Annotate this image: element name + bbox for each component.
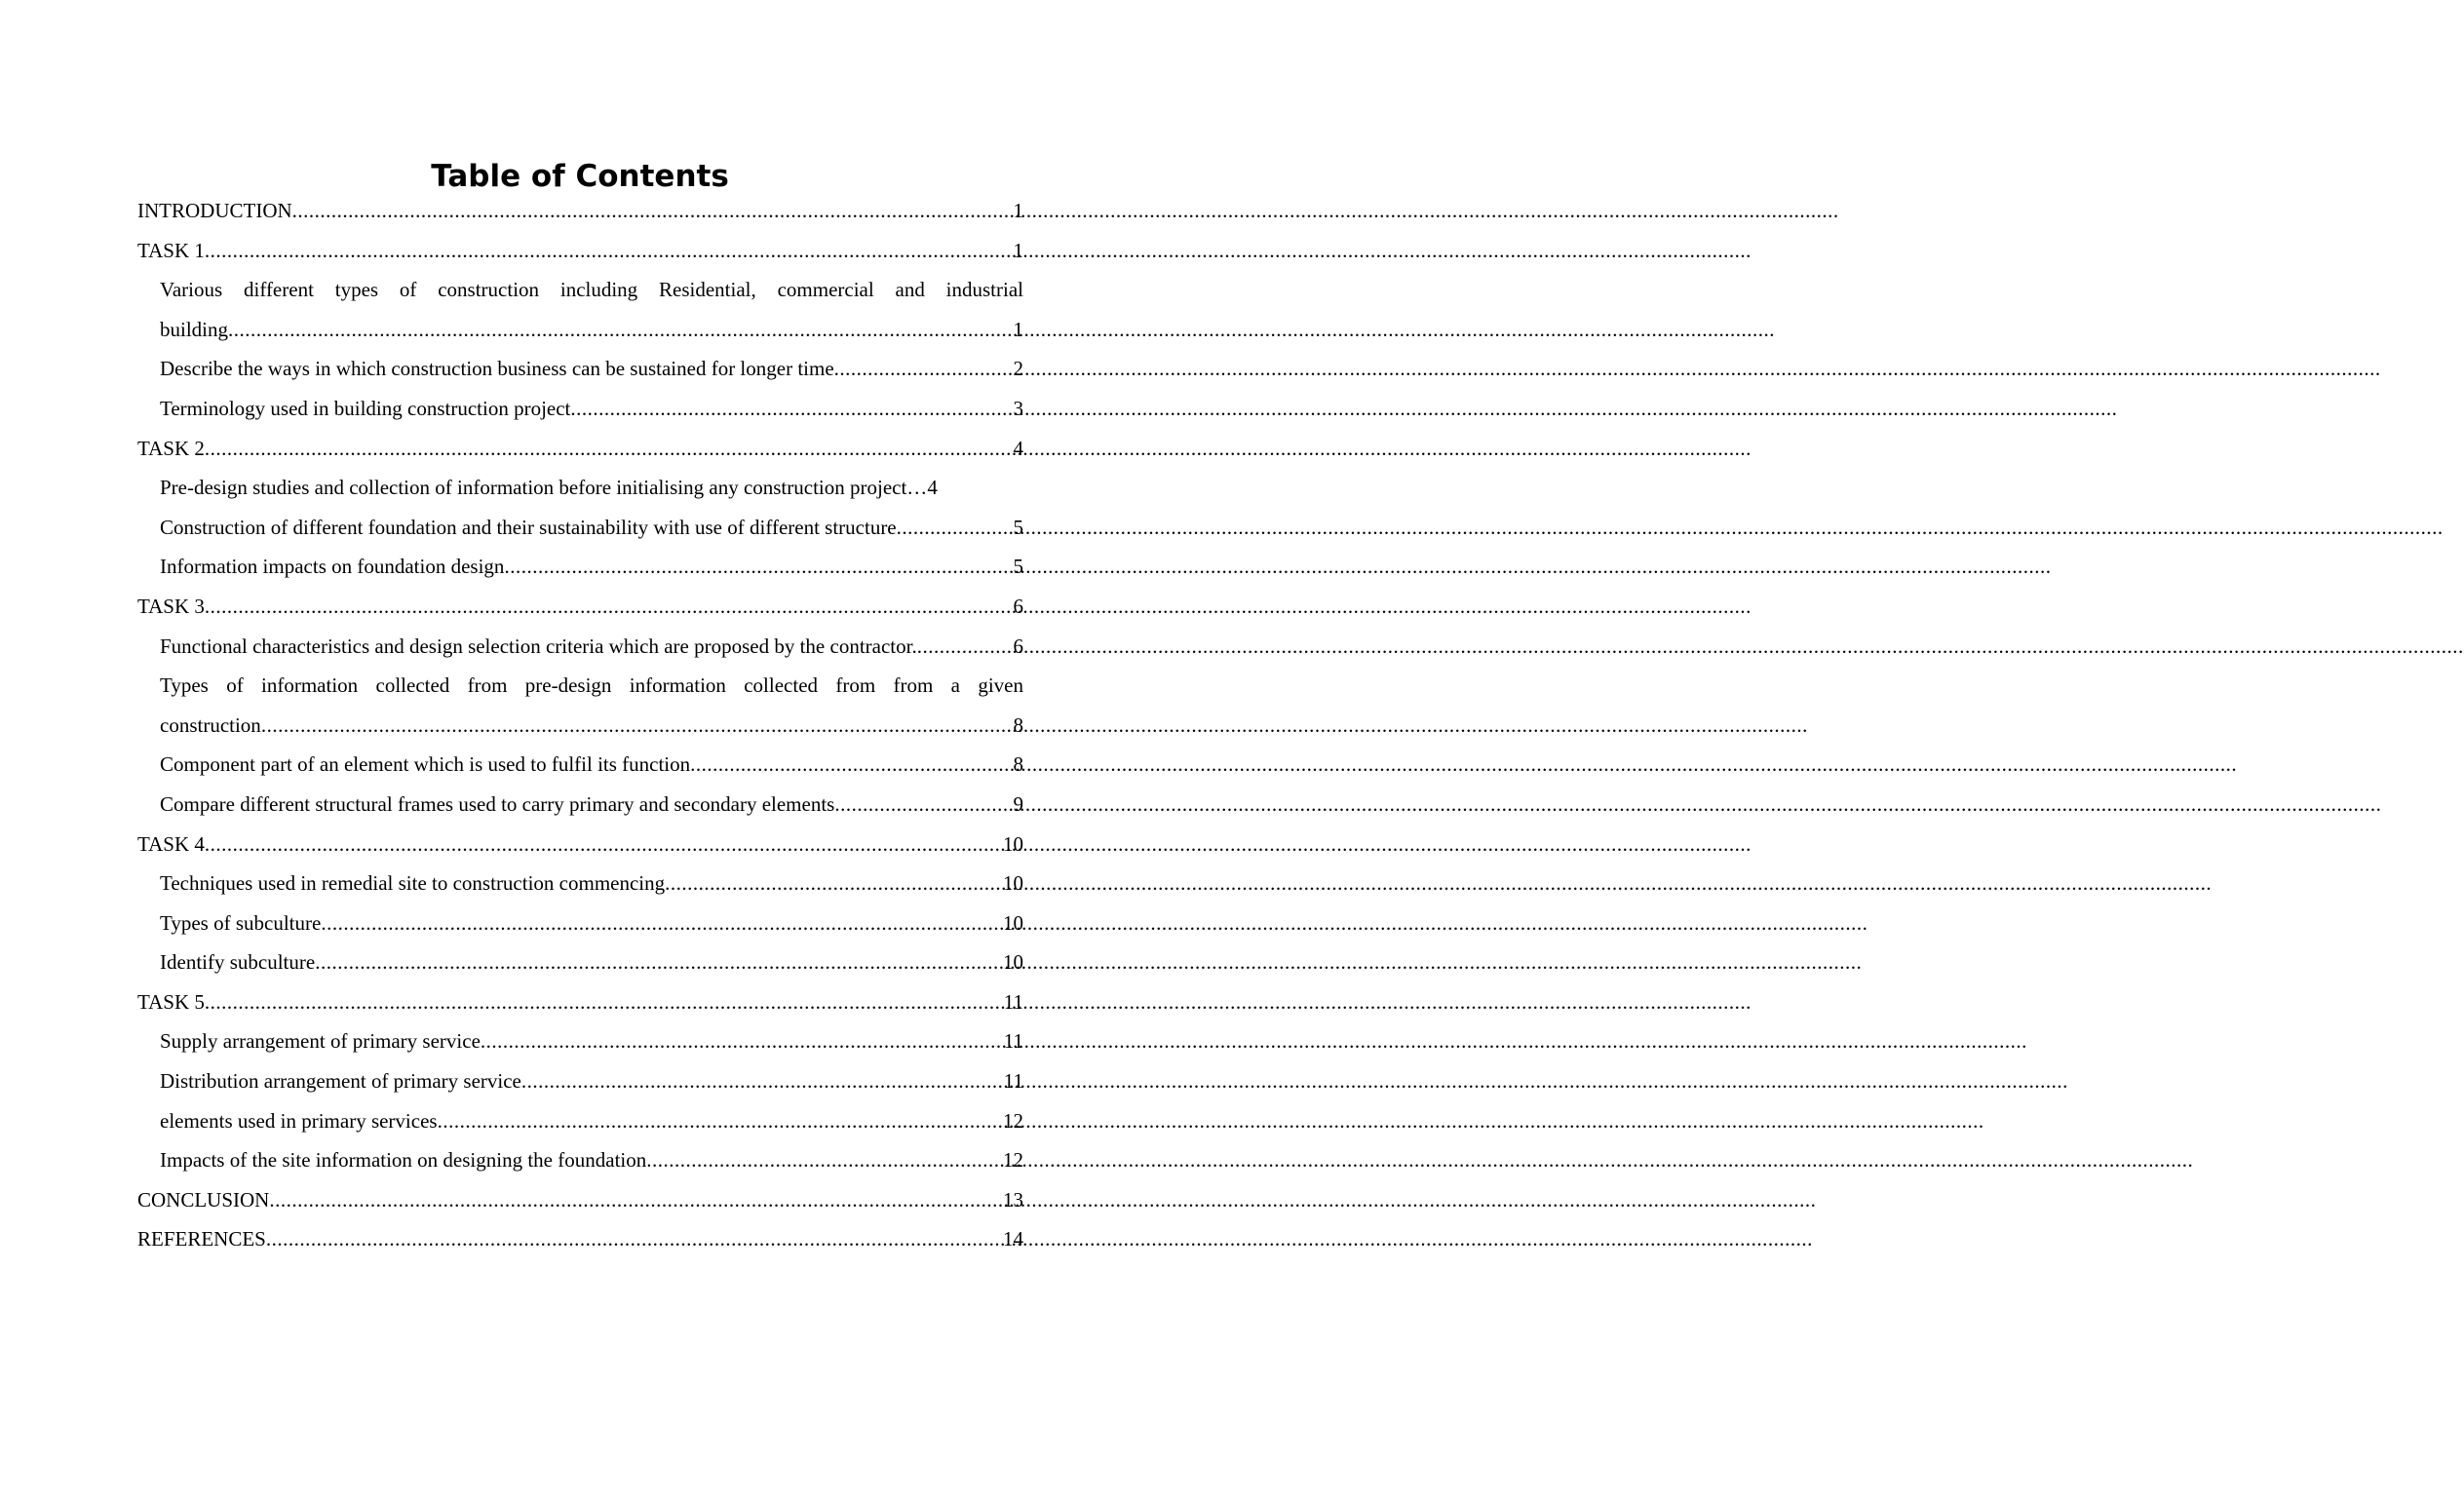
toc-entry-label: TASK 2 <box>137 436 205 460</box>
dot-leader <box>205 231 1014 271</box>
toc-entry[interactable] <box>137 1021 1023 1061</box>
page-title: Table of Contents <box>431 159 729 194</box>
toc-entry-label: Functional characteristics and design selection criteria which are proposed by the contractor. <box>160 634 917 658</box>
toc-page-number: 6 <box>1013 594 1023 618</box>
toc-entry[interactable] <box>137 825 1023 865</box>
toc-entry[interactable] <box>137 785 1023 825</box>
toc-page-number: 11 <box>1003 989 1023 1014</box>
dot-leader <box>438 1101 1003 1141</box>
toc-entry[interactable] <box>137 270 1023 349</box>
toc-entry-label: construction <box>160 712 261 737</box>
toc-entry[interactable] <box>137 468 1023 508</box>
toc-entry-label: Distribution arrangement of primary service <box>160 1069 521 1094</box>
toc-entry[interactable] <box>137 231 1023 271</box>
toc-page-number: 10 <box>1003 871 1023 896</box>
toc-entry[interactable] <box>137 429 1023 469</box>
toc-entry[interactable] <box>137 904 1023 943</box>
dot-leader <box>266 1219 1003 1259</box>
toc-entry-label: Supply arrangement of primary service <box>160 1029 481 1054</box>
toc-page-number: 10 <box>1003 950 1023 975</box>
toc-entry[interactable] <box>137 864 1023 904</box>
toc-page-number: 11 <box>1003 1069 1023 1094</box>
toc-page-number: 12 <box>1003 1148 1023 1173</box>
dot-leader <box>205 825 1003 865</box>
toc-entry[interactable] <box>137 982 1023 1022</box>
toc-entry-label: Component part of an element which is used to fulfil its function <box>160 752 691 777</box>
toc-page-number: 4 <box>1013 436 1023 460</box>
toc-page-number: 13 <box>1003 1187 1023 1212</box>
toc-entry-label: INTRODUCTION <box>137 199 292 222</box>
dot-leader <box>205 429 1014 469</box>
dot-leader <box>315 943 1003 982</box>
toc-page-number: 12 <box>1003 1108 1023 1133</box>
toc-entry-label: TASK 3 <box>137 594 205 618</box>
toc-entry[interactable] <box>137 1101 1023 1141</box>
toc-entry-label: Pre-design studies and collection of information before initialising any construction project… <box>160 476 928 500</box>
toc-page-number: 1 <box>1013 317 1023 341</box>
toc-entry-label-line1: Various different types of construction including Residential, commercial and industrial <box>160 278 1023 302</box>
dot-leader <box>646 1140 1003 1180</box>
table-of-contents <box>137 191 1023 1259</box>
toc-entry-label: CONCLUSION <box>137 1187 270 1212</box>
dot-leader <box>205 982 1004 1022</box>
dot-leader <box>917 627 1014 667</box>
toc-entry-label: building <box>160 317 229 341</box>
toc-page-number: 3 <box>1013 396 1023 420</box>
dot-leader <box>665 864 1003 904</box>
toc-entry-label: Impacts of the site information on designing the foundation <box>160 1148 647 1173</box>
toc-entry-label: TASK 1 <box>137 238 205 262</box>
toc-entry[interactable] <box>137 508 1023 548</box>
dot-leader <box>834 785 1013 825</box>
dot-leader <box>292 191 1014 231</box>
toc-page-number: 10 <box>1003 831 1023 856</box>
toc-page-number: 9 <box>1013 791 1023 816</box>
toc-page-number: 4 <box>927 476 938 500</box>
dot-leader <box>690 745 1013 785</box>
dot-leader <box>504 547 1013 587</box>
toc-entry[interactable] <box>137 547 1023 587</box>
toc-entry[interactable] <box>137 587 1023 627</box>
toc-entry[interactable] <box>137 1140 1023 1180</box>
toc-entry-label: Construction of different foundation and their sustainability with use of different structure <box>160 515 897 539</box>
toc-page-number: 8 <box>1013 752 1023 777</box>
toc-entry[interactable] <box>137 666 1023 745</box>
toc-entry[interactable] <box>137 745 1023 785</box>
toc-entry-label: Terminology used in building construction project <box>160 396 571 420</box>
toc-entry[interactable] <box>137 1219 1023 1259</box>
toc-entry-label: Types of subculture <box>160 910 322 935</box>
dot-leader <box>481 1021 1004 1061</box>
toc-page-number: 6 <box>1013 634 1023 658</box>
toc-entry[interactable] <box>137 943 1023 982</box>
dot-leader <box>261 706 1014 746</box>
dot-leader <box>205 587 1014 627</box>
toc-page-number: 11 <box>1003 1029 1023 1054</box>
toc-entry-label: Compare different structural frames used to carry primary and secondary elements <box>160 791 835 816</box>
toc-page-number: 14 <box>1003 1227 1023 1251</box>
toc-entry-label-line1: Types of information collected from pre-design information collected from from a given <box>160 674 1023 698</box>
document-page <box>0 0 1160 1501</box>
toc-entry-label: Describe the ways in which construction business can be sustained for longer time <box>160 357 834 381</box>
toc-entry[interactable] <box>137 627 1023 667</box>
toc-page-number: 8 <box>1013 712 1023 737</box>
toc-entry-label: TASK 4 <box>137 831 205 856</box>
dot-leader <box>897 508 1014 548</box>
toc-entry-label: elements used in primary services <box>160 1108 438 1133</box>
toc-entry-label: Identify subculture <box>160 950 316 975</box>
dot-leader <box>521 1061 1004 1101</box>
dot-leader <box>834 349 1014 389</box>
toc-entry[interactable] <box>137 191 1023 231</box>
toc-page-number: 5 <box>1013 555 1023 579</box>
toc-page-number: 10 <box>1003 910 1023 935</box>
toc-entry[interactable] <box>137 1061 1023 1101</box>
toc-page-number: 1 <box>1013 199 1023 222</box>
dot-leader <box>570 389 1013 429</box>
dot-leader <box>269 1180 1003 1220</box>
toc-page-number: 1 <box>1013 238 1023 262</box>
toc-entry[interactable] <box>137 389 1023 429</box>
toc-page-number: 5 <box>1013 515 1023 539</box>
toc-entry-label: REFERENCES <box>137 1227 266 1251</box>
toc-entry-label: Information impacts on foundation design <box>160 555 505 579</box>
dot-leader <box>321 904 1003 943</box>
dot-leader <box>228 310 1013 350</box>
toc-entry[interactable] <box>137 1180 1023 1220</box>
toc-entry[interactable] <box>137 349 1023 389</box>
toc-entry-label: Techniques used in remedial site to construction commencing <box>160 871 666 896</box>
toc-entry-label: TASK 5 <box>137 989 205 1014</box>
toc-page-number: 2 <box>1013 357 1023 381</box>
